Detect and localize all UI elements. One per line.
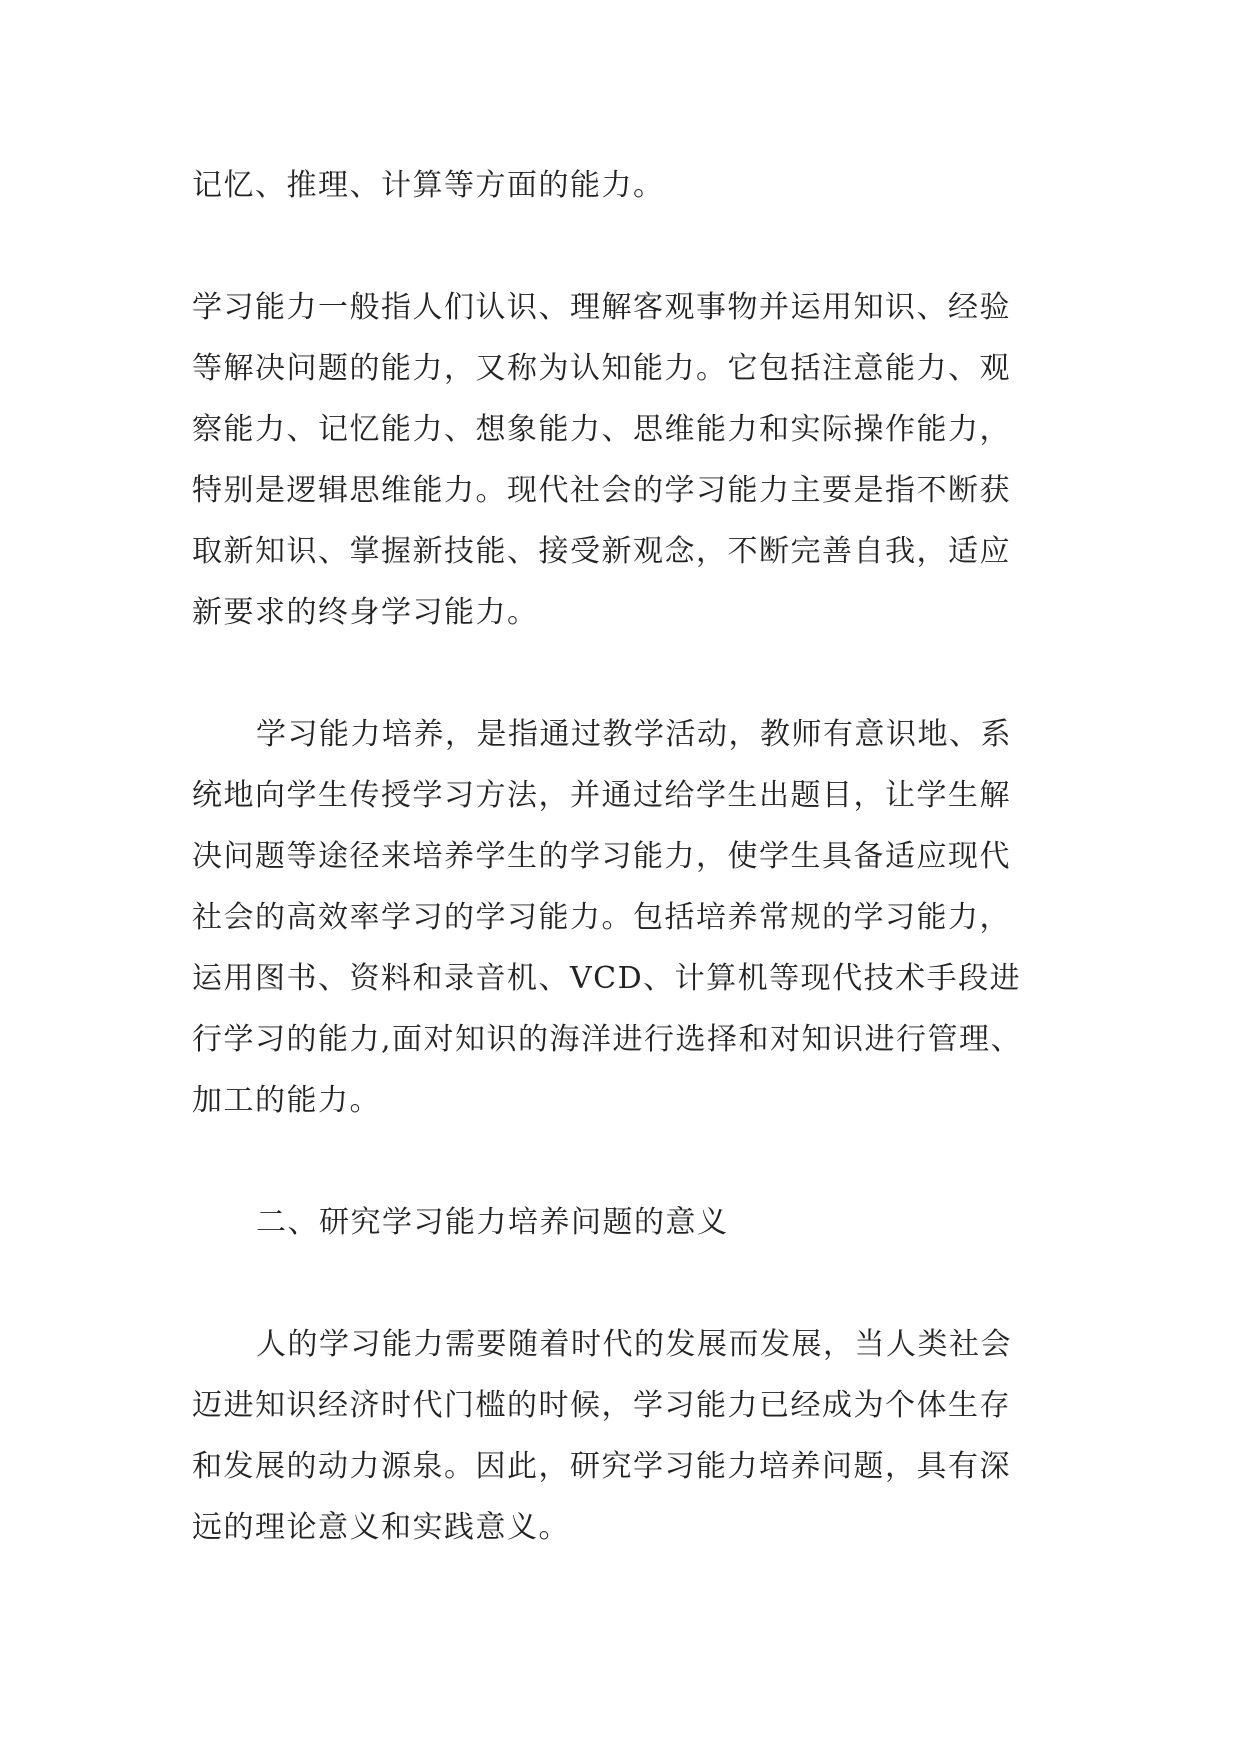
text-line: 特别是逻辑思维能力。现代社会的学习能力主要是指不断获 (192, 473, 1011, 508)
document-body (192, 155, 1062, 1558)
text-line: 社会的高效率学习的学习能力。包括培养常规的学习能力， (192, 900, 1011, 935)
text-line: 记忆、推理、计算等方面的能力。 (192, 168, 665, 203)
text-line: 行学习的能力,面对知识的海洋进行选择和对知识进行管理、 (192, 1022, 1023, 1057)
text-line: 统地向学生传授学习方法，并通过给学生出题目，让学生解 (192, 778, 1011, 813)
text-line: 新要求的终身学习能力。 (192, 595, 539, 630)
text-line: 远的理论意义和实践意义。 (192, 1510, 570, 1545)
paragraph-gap (192, 1253, 1062, 1314)
text-line: 和发展的动力源泉。因此，研究学习能力培养问题，具有深 (192, 1449, 1011, 1484)
paragraph-learning-ability-definition (192, 277, 1062, 643)
text-line: 等解决问题的能力，又称为认知能力。它包括注意能力、观 (192, 351, 1011, 386)
paragraph-gap (192, 1131, 1062, 1192)
text-line: 取新知识、掌握新技能、接受新观念，不断完善自我，适应 (192, 534, 1011, 569)
text-line: 加工的能力。 (192, 1083, 381, 1118)
section-title: 二、研究学习能力培养问题的意义 (256, 1205, 729, 1240)
text-line: 人的学习能力需要随着时代的发展而发展，当人类社会 (256, 1327, 1012, 1362)
text-line: 迈进知识经济时代门槛的时候，学习能力已经成为个体生存 (192, 1388, 1011, 1423)
text-line: 决问题等途径来培养学生的学习能力，使学生具备适应现代 (192, 839, 1011, 874)
paragraph-significance (192, 1314, 1062, 1558)
paragraph-gap (192, 216, 1062, 277)
text-line: 察能力、记忆能力、想象能力、思维能力和实际操作能力， (192, 412, 1011, 447)
paragraph-gap (192, 643, 1062, 704)
text-line: 学习能力培养，是指通过教学活动，教师有意识地、系 (256, 717, 1012, 752)
section-heading (192, 1192, 1062, 1253)
paragraph-continuation (192, 155, 1062, 216)
text-line: 学习能力一般指人们认识、理解客观事物并运用知识、经验 (192, 290, 1011, 325)
text-line: 运用图书、资料和录音机、VCD、计算机等现代技术手段进 (192, 961, 1022, 996)
paragraph-ability-cultivation (192, 704, 1062, 1131)
